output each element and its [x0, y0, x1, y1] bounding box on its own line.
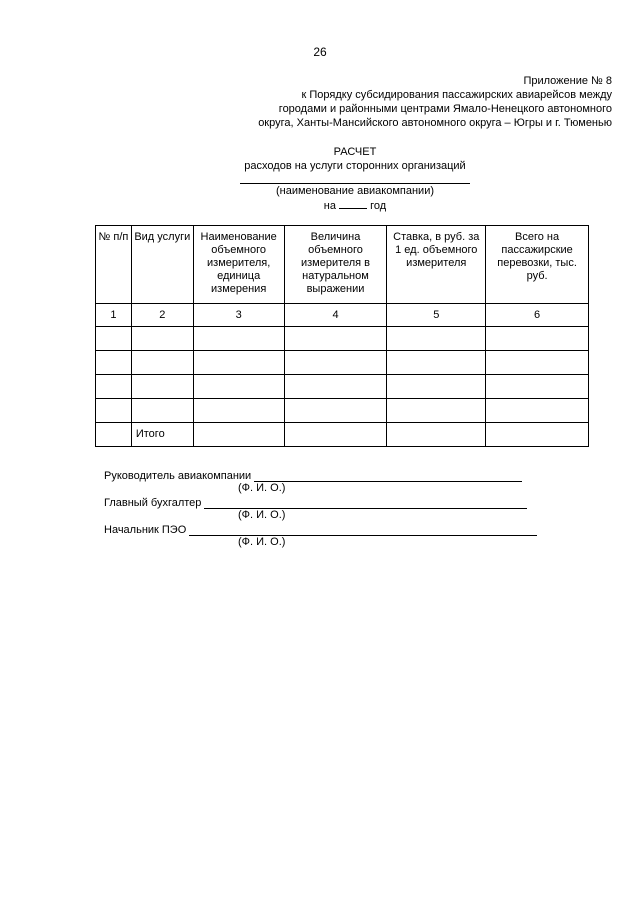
- peo-head-label: Начальник ПЭО: [104, 524, 187, 536]
- company-name-hint: (наименование авиакомпании): [275, 185, 435, 197]
- header-cell: Наименование объемного измерителя, единица измерения: [193, 226, 284, 304]
- peo-head-fio-hint: (Ф. И. О.): [238, 536, 286, 548]
- table-cell: [284, 327, 387, 351]
- table-cell: [387, 423, 486, 447]
- column-number-cell: 4: [284, 304, 387, 327]
- document-subtitle: расходов на услуги сторонних организаций: [244, 160, 466, 172]
- table-cell: [387, 327, 486, 351]
- table-cell: [486, 423, 589, 447]
- accountant-fio-hint: (Ф. И. О.): [238, 509, 286, 521]
- table-cell: [486, 399, 589, 423]
- header-cell: № п/п: [96, 226, 132, 304]
- page-number: 26: [313, 45, 327, 59]
- year-blank: [339, 198, 367, 209]
- header-cell: Вид услуги: [131, 226, 193, 304]
- table-cell: [193, 327, 284, 351]
- peo-head-signature-row: [104, 522, 554, 536]
- table-cell: [131, 327, 193, 351]
- table-cell: [387, 351, 486, 375]
- table-row: [96, 375, 589, 399]
- document-title: РАСЧЕТ: [333, 146, 377, 158]
- table-cell: [193, 351, 284, 375]
- year-suffix: год: [370, 200, 387, 212]
- table-row: [96, 399, 589, 423]
- table-cell: [193, 375, 284, 399]
- appendix-line-3: городами и районными центрами Ямало-Ненецкого автономного: [278, 103, 612, 115]
- accountant-label: Главный бухгалтер: [104, 497, 202, 509]
- table-row: [96, 351, 589, 375]
- table-cell: [96, 399, 132, 423]
- document-title-block: [220, 145, 490, 213]
- total-row: [96, 423, 589, 447]
- table-cell: [131, 399, 193, 423]
- table-cell: [387, 399, 486, 423]
- peo-head-signature-line: [189, 525, 537, 536]
- appendix-header: [192, 74, 612, 130]
- signature-block: [104, 468, 554, 549]
- director-signature-line: [254, 471, 522, 482]
- table-cell: [131, 375, 193, 399]
- column-number-cell: 5: [387, 304, 486, 327]
- calculation-table: [95, 225, 589, 447]
- table-cell: [284, 375, 387, 399]
- director-fio-hint: (Ф. И. О.): [238, 482, 286, 494]
- director-label: Руководитель авиакомпании: [104, 470, 252, 482]
- accountant-signature-line: [204, 498, 527, 509]
- accountant-signature-row: [104, 495, 554, 509]
- table-cell: [486, 327, 589, 351]
- table-cell: [96, 327, 132, 351]
- table-cell: [96, 351, 132, 375]
- table-header-row: [96, 226, 589, 304]
- table-cell: [284, 423, 387, 447]
- column-number-cell: 1: [96, 304, 132, 327]
- table-cell: [486, 351, 589, 375]
- table-cell: [96, 423, 132, 447]
- company-name-line: [240, 175, 470, 184]
- appendix-line-2: к Порядку субсидирования пассажирских авиарейсов между: [301, 89, 612, 101]
- director-signature-row: [104, 468, 554, 482]
- total-label: Итого: [131, 423, 193, 447]
- header-cell: Ставка, в руб. за 1 ед. объемного измерителя: [387, 226, 486, 304]
- column-number-cell: 6: [486, 304, 589, 327]
- table-row: [96, 327, 589, 351]
- table-cell: [193, 399, 284, 423]
- header-cell: Всего на пассажирские перевозки, тыс. руб.: [486, 226, 589, 304]
- header-cell: Величина объемного измерителя в натуральном выражении: [284, 226, 387, 304]
- year-prefix: на: [323, 200, 336, 212]
- column-number-row: [96, 304, 589, 327]
- column-number-cell: 2: [131, 304, 193, 327]
- table-cell: [193, 423, 284, 447]
- table-cell: [284, 399, 387, 423]
- table-cell: [486, 375, 589, 399]
- column-number-cell: 3: [193, 304, 284, 327]
- year-line-row: [220, 198, 490, 213]
- appendix-line-1: Приложение № 8: [523, 75, 612, 87]
- table-cell: [96, 375, 132, 399]
- table-cell: [387, 375, 486, 399]
- table-cell: [284, 351, 387, 375]
- table-cell: [131, 351, 193, 375]
- appendix-line-4: округа, Ханты-Мансийского автономного округа – Югры и г. Тюменью: [258, 117, 612, 129]
